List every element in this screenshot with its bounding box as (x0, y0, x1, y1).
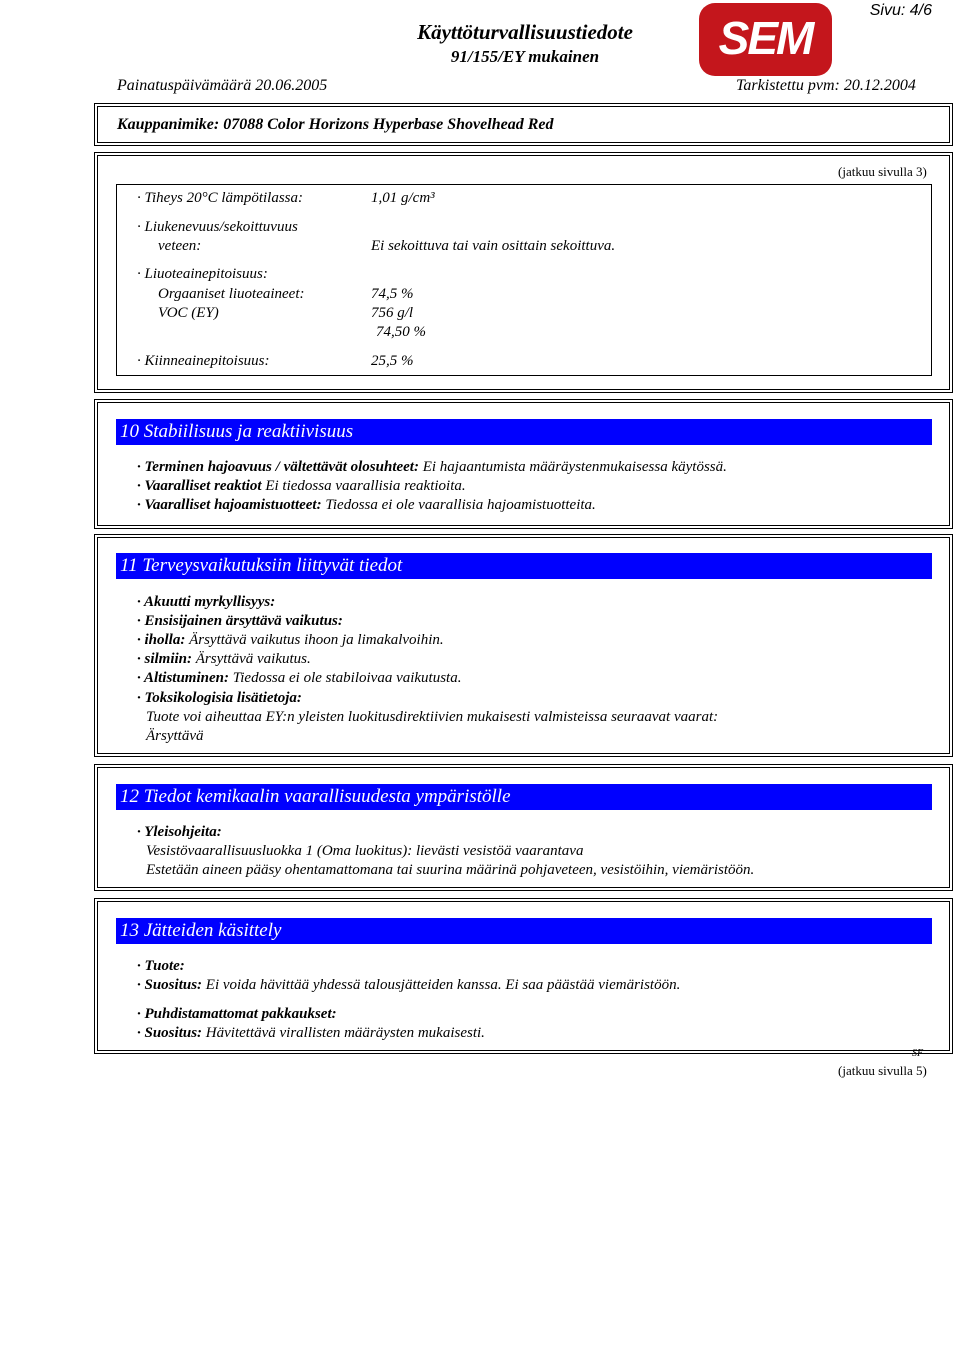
toxicological-text: Tuote voi aiheuttaa EY:n yleisten luokitusdirektiivien mukaisesti valmisteissa seuraavat vaarat: (146, 709, 719, 725)
water-hazard-class: Vesistövaarallisuusluokka 1 (Oma luokitus): lievästi vesistöä vaarantava (146, 843, 584, 859)
label: · Altistuminen: (137, 670, 229, 686)
toxicological-hazard: Ärsyttävä (146, 728, 204, 744)
label: · Suositus: (137, 977, 203, 993)
text: Tiedossa ei ole stabiloivaa vaikutusta. (228, 670, 462, 686)
section-12-heading: 12 Tiedot kemikaalin vaarallisuudesta ympäristölle (116, 784, 932, 810)
section-11-heading: 11 Terveysvaikutuksiin liittyvät tiedot (116, 553, 932, 579)
density-label: · Tiheys 20°C lämpötilassa: (137, 190, 304, 206)
solubility-value: Ei sekoittuva tai vain osittain sekoittuva. (371, 238, 616, 254)
primary-irritant: · Ensisijainen ärsyttävä vaikutus: (137, 613, 343, 629)
text: Ei voida hävittää yhdessä talousjätteiden kanssa. Ei saa päästää viemäristöön. (202, 977, 681, 993)
density-value: 1,01 g/cm³ (371, 190, 435, 206)
solubility-label: · Liukenevuus/sekoittuvuus (137, 219, 298, 235)
exposure (137, 670, 461, 687)
logo-text: SEM (718, 12, 813, 64)
page-number: Sivu: 4/6 (869, 2, 932, 19)
label: · Terminen hajoavuus / vältettävät olosuhteet: (137, 459, 419, 475)
product-label: · Tuote: (137, 958, 185, 974)
acute-toxicity: · Akuutti myrkyllisyys: (137, 594, 276, 610)
text: Tiedossa ei ole vaarallisia hajoamistuotteita. (321, 497, 596, 513)
packaging-recommendation (137, 1025, 485, 1042)
skin-effect (137, 632, 444, 649)
section-10-heading: 10 Stabiilisuus ja reaktiivisuus (116, 419, 932, 445)
trade-name: Kauppanimike: 07088 Color Horizons Hyperbase Shovelhead Red (117, 116, 554, 133)
label: · Suositus: (137, 1025, 203, 1041)
text: Hävitettävä virallisten määräysten mukaisesti. (202, 1025, 485, 1041)
text: Ei hajaantumista määräystenmukaisessa käytössä. (418, 459, 727, 475)
text: Ei tiedossa vaarallisia reaktioita. (261, 478, 466, 494)
dangerous-products (137, 497, 596, 514)
label: · Vaaralliset reaktiot (137, 478, 262, 494)
packaging-label: · Puhdistamattomat pakkaukset: (137, 1006, 337, 1022)
environmental-precaution: Estetään aineen pääsy ohentamattomana tai suurina määrinä pohjaveteen, vesistöihin, viemäristöön. (146, 862, 755, 878)
solids-label: · Kiinneainepitoisuus: (137, 353, 270, 369)
print-date: Painatuspäivämäärä 20.06.2005 (117, 77, 328, 94)
document-title: Käyttöturvallisuustiedote (417, 20, 633, 44)
document-subtitle: 91/155/EY mukainen (450, 47, 600, 66)
organic-solvent-value: 74,5 % (371, 286, 414, 302)
solubility-label-2: veteen: (158, 238, 202, 254)
revised-date: Tarkistettu pvm: 20.12.2004 (736, 77, 916, 94)
label: · iholla: (137, 632, 186, 648)
voc-value: 756 g/l (371, 305, 414, 321)
voc-label: VOC (EY) (158, 305, 219, 321)
sem-logo (699, 3, 832, 76)
general-notes: · Yleisohjeita: (137, 824, 222, 840)
label: · silmiin: (137, 651, 193, 667)
eye-effect (137, 651, 311, 668)
text: Ärsyttävä vaikutus. (192, 651, 311, 667)
solids-value: 25,5 % (371, 353, 414, 369)
organic-solvent-label: Orgaaniset liuoteaineet: (158, 286, 305, 302)
continued-from: (jatkuu sivulla 3) (838, 164, 927, 179)
thermal-decomposition (137, 459, 727, 476)
continued-to: (jatkuu sivulla 5) (838, 1063, 927, 1078)
text: Ärsyttävä vaikutus ihoon ja limakalvoihin. (185, 632, 444, 648)
section-13-heading: 13 Jätteiden käsittely (116, 918, 932, 944)
solvent-label: · Liuoteainepitoisuus: (137, 266, 268, 282)
dangerous-reactions (137, 478, 466, 495)
toxicological-info: · Toksikologisia lisätietoja: (137, 690, 302, 706)
voc-percent: 74,50 % (376, 324, 426, 340)
language-code: SF (912, 1048, 924, 1059)
product-recommendation (137, 977, 680, 994)
label: · Vaaralliset hajoamistuotteet: (137, 497, 322, 513)
